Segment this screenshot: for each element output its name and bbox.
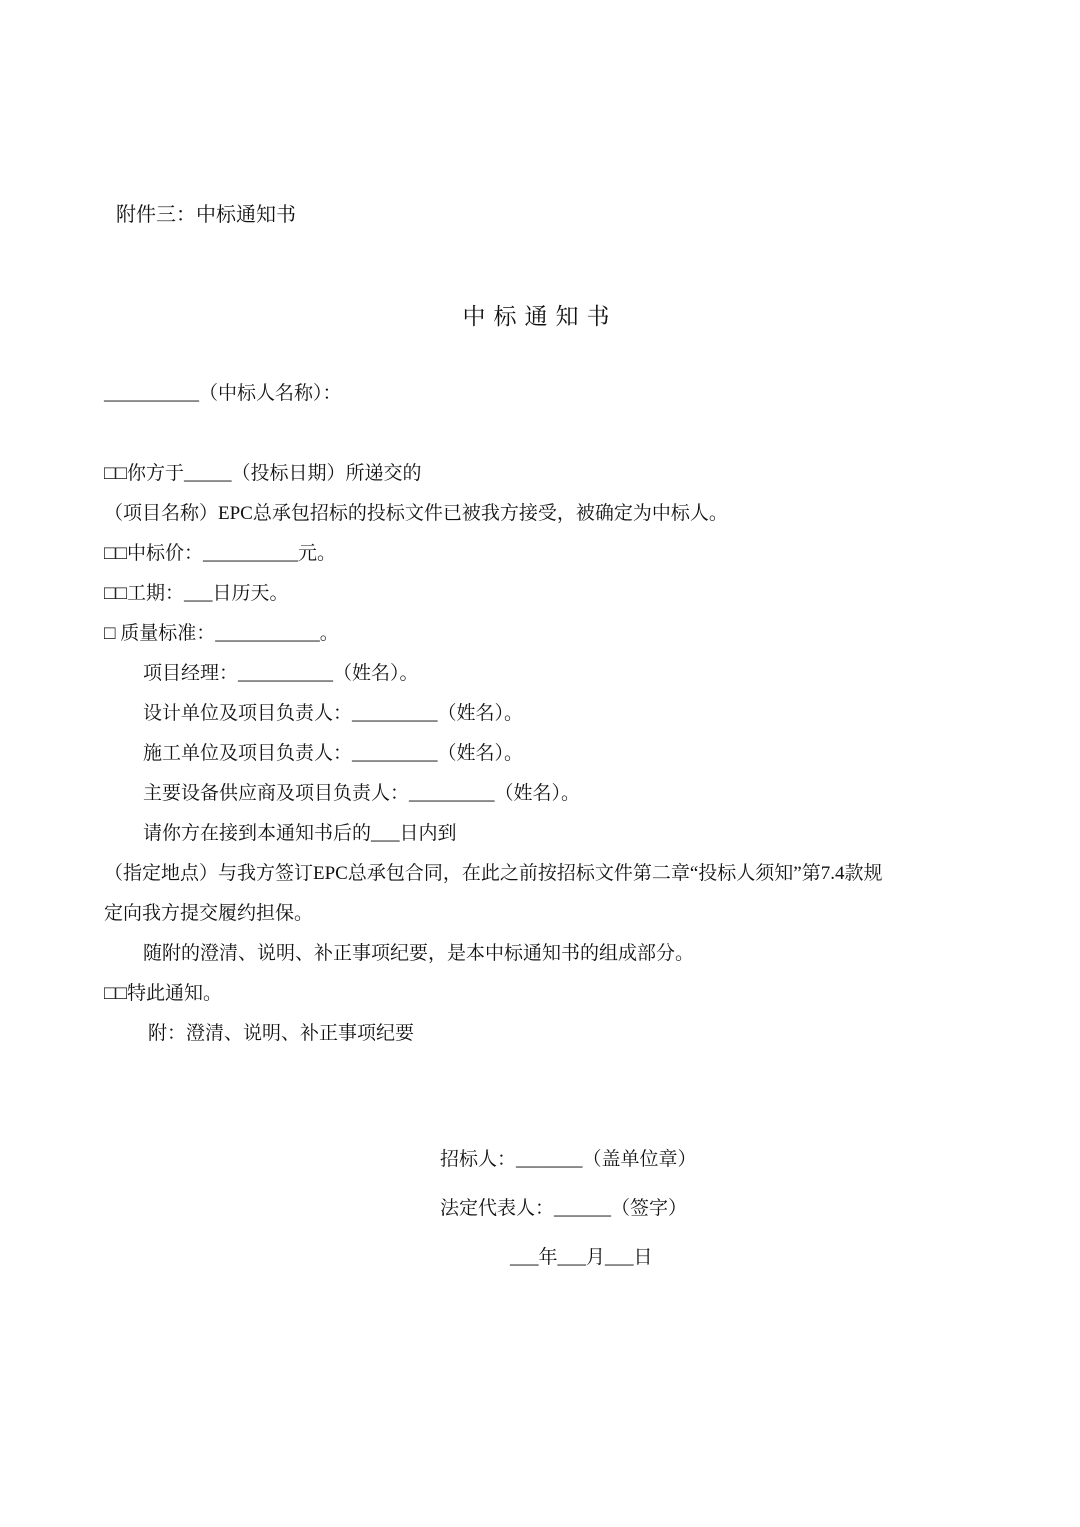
notice-line: □□特此通知。	[104, 983, 222, 1004]
attached-note-line: 随附的澄清、说明、补正事项纪要，是本中标通知书的组成部分。	[143, 943, 695, 964]
contract-instruction-line-1: 请你方在接到本通知书后的___日内到	[143, 823, 457, 844]
contract-instruction-line-3: 定向我方提交履约担保。	[104, 903, 314, 924]
construction-lead-line: 施工单位及项目负责人：_________（姓名）。	[143, 743, 524, 764]
design-lead-line: 设计单位及项目负责人：_________（姓名）。	[143, 703, 524, 724]
attachment-label: 附件三：中标通知书	[116, 202, 296, 226]
bid-price-line: □□中标价：__________元。	[104, 543, 336, 564]
quality-line: □ 质量标准：___________。	[104, 623, 339, 644]
legal-representative-line: 法定代表人：______（签字）	[440, 1198, 688, 1219]
bid-submission-line: □□你方于_____（投标日期）所递交的	[104, 463, 422, 484]
duration-line: □□工期：___日历天。	[104, 583, 289, 604]
addressee-line: __________（中标人名称）：	[104, 383, 342, 404]
contract-instruction-line-2: （指定地点）与我方签订EPC总承包合同，在此之前按招标文件第二章“投标人须知”第7.4款规	[104, 863, 883, 884]
tenderer-signature-line: 招标人：_______（盖单位章）	[440, 1149, 697, 1170]
bid-accepted-line: （项目名称）EPC总承包招标的投标文件已被我方接受，被确定为中标人。	[104, 503, 728, 524]
attachment-line: 附：澄清、说明、补正事项纪要	[148, 1023, 415, 1044]
supplier-lead-line: 主要设备供应商及项目负责人：_________（姓名）。	[143, 783, 581, 804]
document-title: 中标通知书	[462, 304, 618, 330]
date-line: ___年___月___日	[510, 1247, 653, 1268]
project-manager-line: 项目经理：__________（姓名）。	[143, 663, 419, 684]
